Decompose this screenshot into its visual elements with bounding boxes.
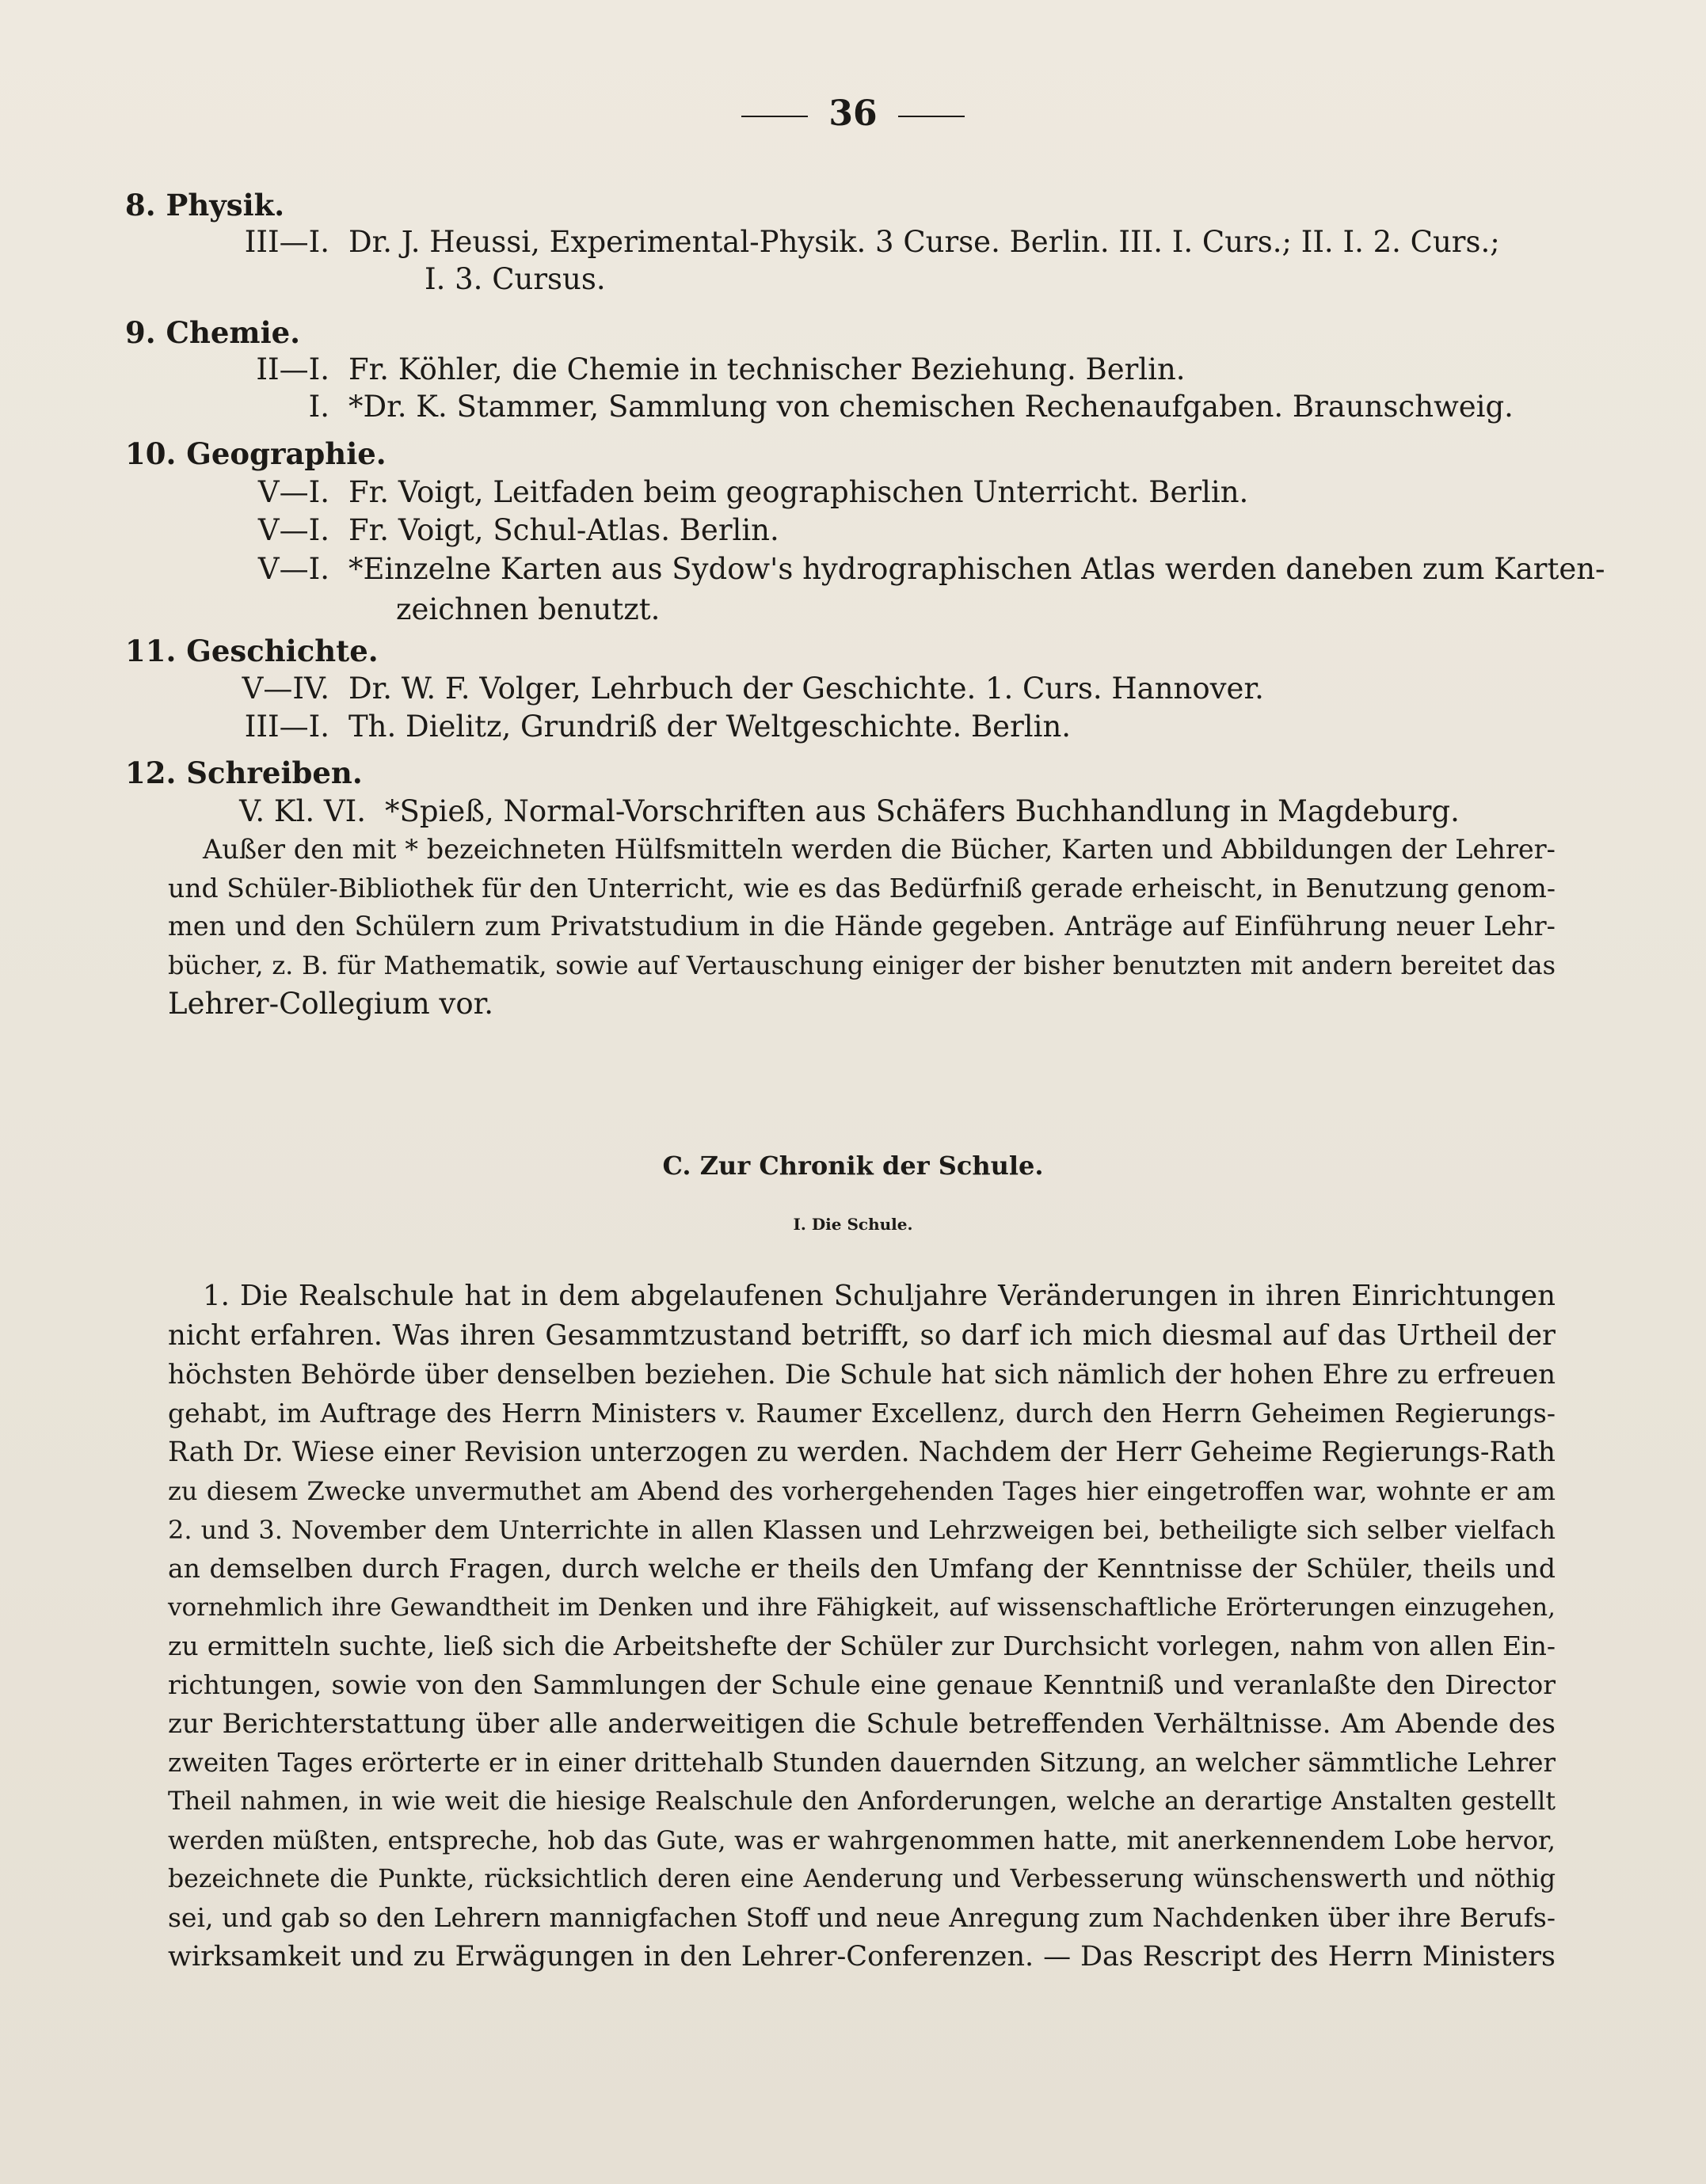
entry-text: Th. Dielitz, Grundriß der Weltgeschichte. Berlin. bbox=[348, 710, 1072, 744]
entry-text: Dr. W. F. Volger, Lehrbuch der Geschichte. 1. Curs. Hannover. bbox=[348, 672, 1264, 706]
entry-text: Fr. Voigt, Schul-Atlas. Berlin. bbox=[348, 513, 779, 547]
section-title bbox=[125, 436, 387, 472]
note-line: Außer den mit * bezeichneten Hülfsmitteln werden die Bücher, Karten und Abbildungen der Lehrer- bbox=[203, 834, 1556, 865]
class-range: V—I. bbox=[257, 475, 329, 509]
subheading: I. Die Schule. bbox=[793, 1215, 913, 1234]
body-line: zweiten Tages erörterte er in einer drittehalb Stunden dauernden Sitzung, an welcher sämmtliche Lehrer bbox=[168, 1748, 1556, 1778]
class-range: I. bbox=[308, 390, 329, 424]
note-line: Lehrer-Collegium vor. bbox=[168, 987, 493, 1021]
header-rule-right bbox=[898, 116, 965, 117]
section-name: Physik. bbox=[166, 188, 285, 223]
section-name: Geographie. bbox=[186, 436, 387, 471]
body-line: 1. Die Realschule hat in dem abgelaufenen Schuljahre Veränderungen in ihren Einrichtungen bbox=[203, 1280, 1556, 1312]
class-range: III—I. bbox=[244, 710, 329, 744]
body-line: nicht erfahren. Was ihren Gesammtzustand betrifft, so darf ich mich diesmal auf das Urtheil der bbox=[168, 1319, 1556, 1352]
body-line: richtungen, sowie von den Sammlungen der Schule eine genaue Kenntniß und veranlaßte den Director bbox=[168, 1669, 1556, 1700]
body-line: sei, und gab so den Lehrern mannigfachen Stoff und neue Anregung zum Nachdenken über ihre Berufs- bbox=[168, 1902, 1556, 1933]
note-line: und Schüler-Bibliothek für den Unterricht, wie es das Bedürfniß gerade erheischt, in Benutzung genom- bbox=[168, 873, 1556, 904]
entry-text: Fr. Köhler, die Chemie in technischer Beziehung. Berlin. bbox=[348, 352, 1186, 386]
body-line: höchsten Behörde über denselben beziehen. Die Schule hat sich nämlich der hohen Ehre zu erfreuen bbox=[168, 1359, 1556, 1391]
section-number: 12. bbox=[125, 755, 177, 790]
body-line: gehabt, im Auftrage des Herrn Ministers v. Raumer Excellenz, durch den Herrn Geheimen Regierungs- bbox=[168, 1398, 1556, 1429]
page-number: 36 bbox=[828, 93, 878, 134]
entry-text: Fr. Voigt, Leitfaden beim geographischen Unterricht. Berlin. bbox=[348, 475, 1249, 509]
chronik-heading: C. Zur Chronik der Schule. bbox=[662, 1151, 1044, 1181]
note-line: men und den Schülern zum Privatstudium in die Hände gegeben. Anträge auf Einführung neuer Lehr- bbox=[168, 911, 1556, 942]
section-name: Geschichte. bbox=[186, 634, 379, 668]
class-range: V. Kl. VI. bbox=[239, 794, 366, 828]
class-range: V—IV. bbox=[242, 672, 329, 706]
entry-text: Dr. J. Heussi, Experimental-Physik. 3 Curse. Berlin. III. I. Curs.; II. I. 2. Curs.; bbox=[348, 225, 1500, 259]
section-title bbox=[125, 755, 363, 791]
section-name: Chemie. bbox=[166, 315, 301, 350]
body-line: wirksamkeit und zu Erwägungen in den Lehrer-Conferenzen. — Das Rescript des Herrn Ministers bbox=[168, 1941, 1556, 1973]
header-rule-left bbox=[741, 116, 808, 117]
page-header bbox=[0, 93, 1706, 134]
body-line: zu ermitteln suchte, ließ sich die Arbeitshefte der Schüler zur Durchsicht vorlegen, nahm von allen Ein- bbox=[168, 1630, 1556, 1661]
body-line: 2. und 3. November dem Unterrichte in allen Klassen und Lehrzweigen bei, betheiligte sich selber vielfach bbox=[168, 1515, 1556, 1545]
body-line: bezeichnete die Punkte, rücksichtlich deren eine Aenderung und Verbesserung wünschenswerth und nöthig bbox=[168, 1865, 1556, 1893]
section-title bbox=[125, 187, 284, 223]
entry-text: *Spieß, Normal-Vorschriften aus Schäfers Buchhandlung in Magdeburg. bbox=[385, 794, 1460, 828]
class-range: V—I. bbox=[257, 552, 329, 586]
body-line: zur Berichterstattung über alle anderweitigen die Schule betreffenden Verhältnisse. Am Abende des bbox=[168, 1708, 1556, 1740]
section-number: 10. bbox=[125, 436, 177, 471]
class-range: III—I. bbox=[244, 225, 329, 259]
section-number: 9. bbox=[125, 315, 156, 350]
entry-continuation: zeichnen benutzt. bbox=[396, 592, 661, 626]
entry-text: *Dr. K. Stammer, Sammlung von chemischen Rechenaufgaben. Braunschweig. bbox=[348, 390, 1514, 424]
entry-text: *Einzelne Karten aus Sydow's hydrographischen Atlas werden daneben zum Karten- bbox=[348, 552, 1605, 586]
body-line: zu diesem Zwecke unvermuthet am Abend des vorhergehenden Tages hier eingetroffen war, wohnte er am bbox=[168, 1476, 1556, 1506]
section-name: Schreiben. bbox=[186, 755, 363, 790]
note-line: bücher, z. B. für Mathematik, sowie auf Vertauschung einiger der bisher benutzten mit andern bereitet das bbox=[168, 950, 1556, 980]
section-title bbox=[125, 314, 300, 351]
body-line: Rath Dr. Wiese einer Revision unterzogen zu werden. Nachdem der Herr Geheime Regierungs-Rath bbox=[168, 1436, 1556, 1468]
body-line: werden müßten, entspreche, hob das Gute, was er wahrgenommen hatte, mit anerkennendem Lobe hervor, bbox=[168, 1825, 1556, 1855]
class-range: V—I. bbox=[257, 513, 329, 547]
section-number: 8. bbox=[125, 188, 156, 223]
section-number: 11. bbox=[125, 634, 177, 668]
entry-continuation: I. 3. Cursus. bbox=[425, 262, 606, 296]
body-line: Theil nahmen, in wie weit die hiesige Realschule den Anforderungen, welche an derartige Anstalten gestellt bbox=[168, 1787, 1556, 1816]
body-line: an demselben durch Fragen, durch welche er theils den Umfang der Kenntnisse der Schüler, theils und bbox=[168, 1553, 1556, 1584]
body-line: vornehmlich ihre Gewandtheit im Denken und ihre Fähigkeit, auf wissenschaftliche Erörterungen einzugehen, bbox=[168, 1593, 1556, 1622]
section-title bbox=[125, 633, 379, 669]
class-range: II—I. bbox=[256, 352, 329, 386]
